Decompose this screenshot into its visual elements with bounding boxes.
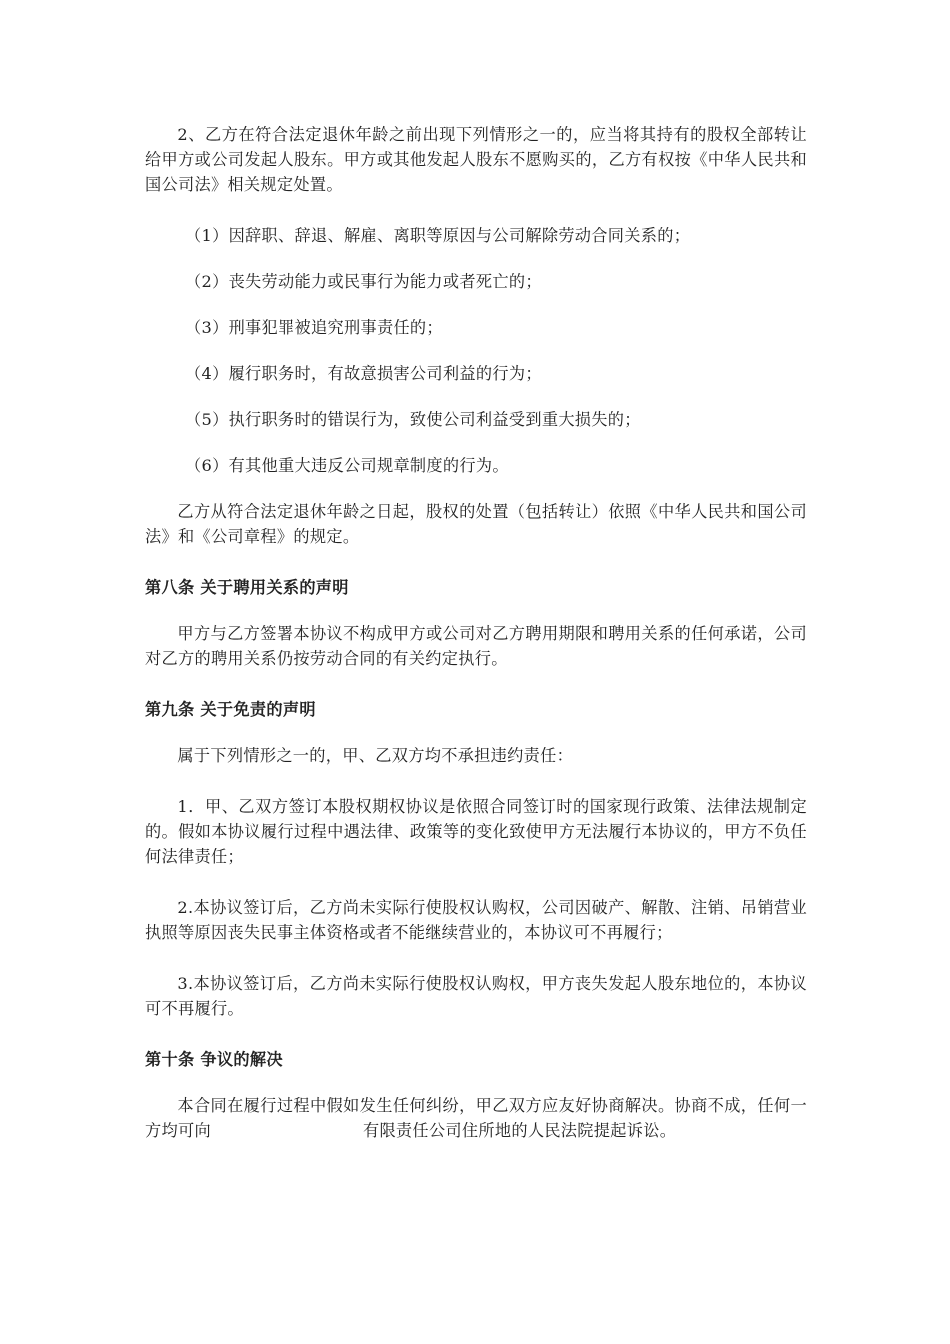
section-8-heading: 第八条 关于聘用关系的声明	[145, 578, 349, 597]
condition-item-1: （1）因辞职、辞退、解雇、离职等原因与公司解除劳动合同关系的；	[185, 226, 691, 245]
retirement-paragraph: 乙方从符合法定退休年龄之日起，股权的处置（包括转让）依照《中华人民共和国公司法》和《公司章程》的规定。	[145, 502, 807, 546]
section-8-body: 甲方与乙方签署本协议不构成甲方或公司对乙方聘用期限和聘用关系的任何承诺，公司对乙方的聘用关系仍按劳动合同的有关约定执行。	[145, 624, 807, 668]
condition-item-6: （6）有其他重大违反公司规章制度的行为。	[185, 456, 509, 475]
condition-item-5: （5）执行职务时的错误行为，致使公司利益受到重大损失的；	[185, 410, 641, 429]
section-9-item-3: 3.本协议签订后，乙方尚未实际行使股权认购权，甲方丧失发起人股东地位的，本协议可不再履行。	[145, 974, 807, 1018]
condition-item-2: （2）丧失劳动能力或民事行为能力或者死亡的；	[185, 272, 542, 291]
condition-item-3: （3）刑事犯罪被追究刑事责任的；	[185, 318, 443, 337]
section-10-body-after: 有限责任公司住所地的人民法院提起诉讼。	[362, 1121, 677, 1140]
section-9-heading: 第九条 关于免责的声明	[145, 700, 316, 719]
clause-2-paragraph: 2、乙方在符合法定退休年龄之前出现下列情形之一的，应当将其持有的股权全部转让给甲方或公司发起人股东。甲方或其他发起人股东不愿购买的，乙方有权按《中华人民共和国公司法》相关规定处置。	[145, 125, 807, 194]
section-10-heading: 第十条 争议的解决	[145, 1050, 283, 1069]
section-9-item-2: 2.本协议签订后，乙方尚未实际行使股权认购权，公司因破产、解散、注销、吊销营业执照等原因丧失民事主体资格或者不能继续营业的，本协议可不再履行；	[145, 898, 807, 942]
section-10-body	[145, 1093, 807, 1143]
document-body	[145, 122, 807, 1169]
condition-item-4: （4）履行职务时，有故意损害公司利益的行为；	[185, 364, 542, 383]
section-10-body-before: 本合同在履行过程中假如发生任何纠纷，甲乙双方应友好协商解决。协商不成，任何一方均可向	[145, 1096, 807, 1140]
section-9-intro: 属于下列情形之一的，甲、乙双方均不承担违约责任：	[177, 746, 574, 765]
section-9-item-1: 1．甲、乙双方签订本股权期权协议是依照合同签订时的国家现行政策、法律法规制定的。假如本协议履行过程中遇法律、政策等的变化致使甲方无法履行本协议的，甲方不负任何法律责任；	[145, 797, 807, 866]
